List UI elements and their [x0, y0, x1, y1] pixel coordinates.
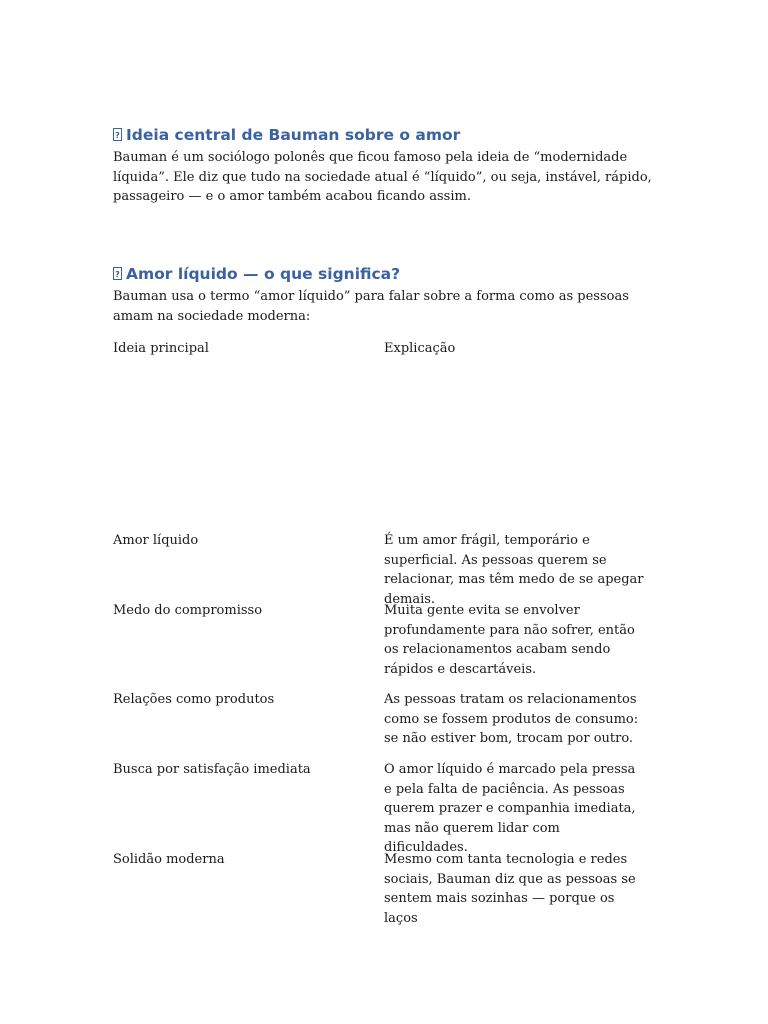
- table-cell-idea: Amor líquido: [113, 533, 199, 548]
- table-cell-idea: Medo do compromisso: [113, 603, 263, 618]
- section-heading-text: Amor líquido — o que significa?: [126, 265, 401, 283]
- table-cell-explanation: É um amor frágil, temporário e superficial. As pessoas querem se relacionar, mas têm medo de se apegar demais.: [384, 533, 644, 607]
- table-cell-explanation: Mesmo com tanta tecnologia e redes sociais, Bauman diz que as pessoas se sentem mais sozinhas — porque os laços: [384, 852, 636, 926]
- section-intro: Bauman usa o termo “amor líquido” para falar sobre a forma como as pessoas amam na sociedade moderna:: [113, 289, 629, 324]
- section-paragraph: Bauman é um sociólogo polonês que ficou famoso pela ideia de “modernidade líquida”. Ele diz que tudo na sociedade atual é “líquido”, ou seja, instável, rápido, passageiro — e o amor também acabou ficando assim.: [113, 150, 652, 204]
- table-cell-explanation: As pessoas tratam os relacionamentos como se fossem produtos de consumo: se não estiver bom, trocam por outro.: [384, 692, 639, 746]
- section-heading-bauman: [113, 125, 460, 145]
- section-heading-text: Ideia central de Bauman sobre o amor: [126, 126, 461, 144]
- table-cell-explanation: O amor líquido é marcado pela pressa e pela falta de paciência. As pessoas querem prazer e companhia imediata, mas não querem lidar com dificuldades.: [384, 762, 636, 855]
- emoji-placeholder-icon: [113, 267, 122, 280]
- table-header-idea: Ideia principal: [113, 341, 209, 356]
- table-cell-idea: Solidão moderna: [113, 852, 225, 867]
- table-header-explanation: Explicação: [384, 341, 456, 356]
- table-cell-idea: Relações como produtos: [113, 692, 275, 707]
- section-heading-amor-liquido: [113, 264, 400, 284]
- table-cell-explanation: Muita gente evita se envolver profundamente para não sofrer, então os relacionamentos acabam sendo rápidos e descartáveis.: [384, 603, 635, 677]
- table-cell-idea: Busca por satisfação imediata: [113, 762, 311, 777]
- emoji-placeholder-icon: [113, 128, 122, 141]
